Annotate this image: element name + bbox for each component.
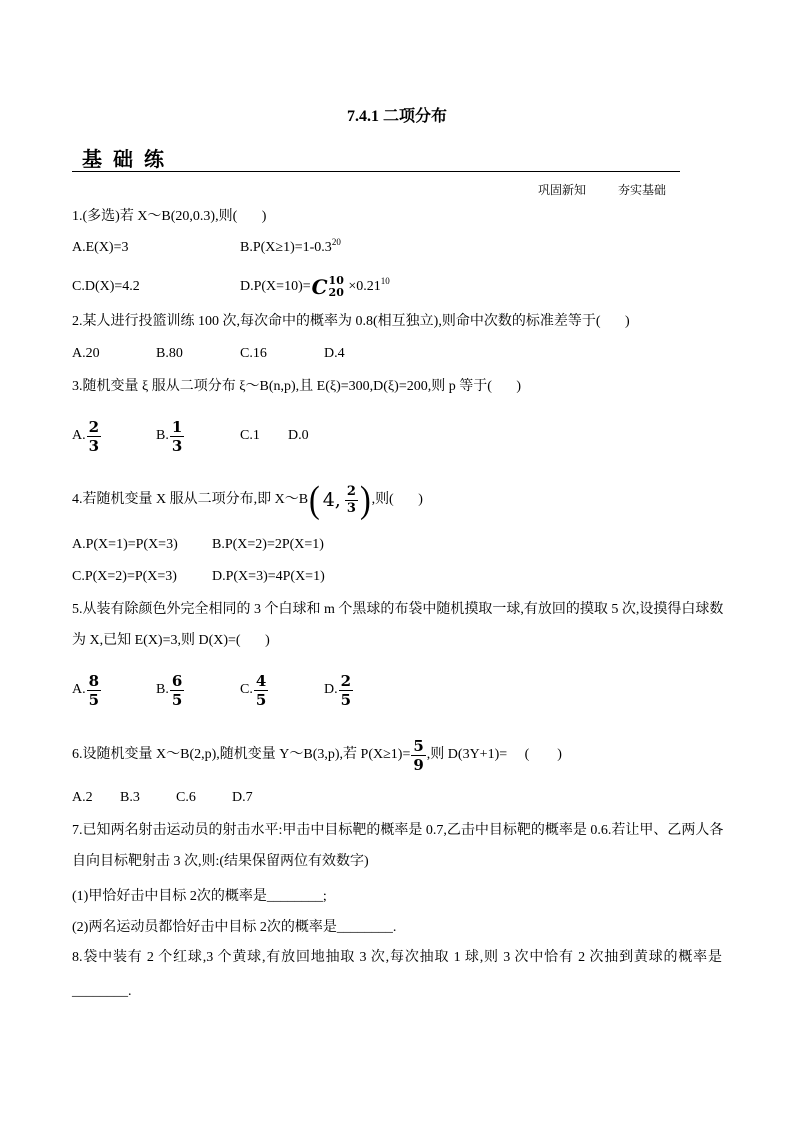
question-text: ________. xyxy=(72,984,132,999)
question-text: (1)甲恰好击中目标 2次的概率是________; xyxy=(72,889,327,904)
question-text: 4.若随机变量 X 服从二项分布,即 X～B xyxy=(72,492,309,507)
q7-stem-line-1: 7.已知两名射击运动员的射击水平:甲击中目标靶的概率是 0.7,乙击中目标靶的概率是 0.6.若让甲、乙两人各 xyxy=(72,823,724,838)
option-text: B.80 xyxy=(156,346,183,361)
section-tag-2: 夯实基础 xyxy=(618,183,667,197)
option-text: D.4 xyxy=(324,346,345,361)
fraction-denominator: 3 xyxy=(171,436,183,455)
fraction-denominator: 5 xyxy=(88,690,100,709)
q1-option-a xyxy=(72,239,129,257)
q7-subquestion-2 xyxy=(72,919,396,937)
fraction-numerator: 6 xyxy=(171,671,183,690)
q5-stem-line-2 xyxy=(72,632,270,650)
q4-option-b xyxy=(212,536,324,554)
question-text: 1.(多选)若 X～B(20,0.3),则( ) xyxy=(72,209,267,224)
combination-sup: 10 xyxy=(328,274,344,287)
option-text: D.P(X=10)= xyxy=(240,279,311,294)
option-text xyxy=(240,239,341,257)
fraction-denominator: 3 xyxy=(88,436,100,455)
binomial-n: 4, xyxy=(322,489,341,511)
q5-option-a xyxy=(72,671,102,709)
option-label: A. xyxy=(72,428,86,443)
q8-stem-line-1: 8.袋中装有 2 个红球,3 个黄球,有放回地抽取 3 次,每次抽取 1 球,则 3 次中恰有 2 次抽到黄球的概率是 xyxy=(72,950,722,965)
q2-option-b xyxy=(156,345,183,363)
option-label: B. xyxy=(156,682,169,697)
q1-option-c xyxy=(72,278,140,296)
fraction-numerator: 2 xyxy=(88,417,100,436)
option-text: A.E(X)=3 xyxy=(72,240,129,255)
q4-option-a xyxy=(72,536,178,554)
fraction-numerator: 2 xyxy=(346,483,356,499)
q6-option-c xyxy=(176,789,196,807)
question-text: 2.某人进行投篮训练 100 次,每次命中的概率为 0.8(相互独立),则命中次数的标准差等于( ) xyxy=(72,314,630,329)
q5-stem-line-1: 5.从装有除颜色外完全相同的 3 个白球和 m 个黑球的布袋中随机摸取一球,有放回的摸取 5 次,设摸得白球数 xyxy=(72,602,724,617)
fraction xyxy=(411,738,425,773)
fraction-denominator: 5 xyxy=(171,690,183,709)
q5-option-b xyxy=(156,671,185,709)
question-text: 为 X,已知 E(X)=3,则 D(X)=( ) xyxy=(72,633,270,648)
q1-stem xyxy=(72,208,266,226)
left-parenthesis: ( xyxy=(309,479,320,521)
q4-stem xyxy=(72,479,423,521)
question-text: 自向目标靶射击 3 次,则:(结果保留两位有效数字) xyxy=(72,854,369,869)
combination-symbol xyxy=(312,275,344,299)
fraction xyxy=(87,419,101,454)
option-text: D.0 xyxy=(288,428,309,443)
option-main-text: B.P(X≥1)=1-0.3 xyxy=(240,240,332,255)
question-text: 6.设随机变量 X～B(2,p),随机变量 Y～B(3,p),若 P(X≥1)= xyxy=(72,747,411,762)
fraction-denominator: 9 xyxy=(413,755,424,774)
option-text: C.16 xyxy=(240,346,267,361)
option-label: B. xyxy=(156,428,169,443)
q2-option-d xyxy=(324,345,345,363)
q1-option-b xyxy=(240,239,341,257)
exponent: 20 xyxy=(331,237,341,247)
fraction-numerator: 5 xyxy=(413,736,424,755)
combination-letter: C xyxy=(311,275,328,299)
option-text: D.7 xyxy=(232,790,253,805)
q7-stem-line-2 xyxy=(72,853,369,871)
q4-option-d xyxy=(212,568,325,586)
fraction-numerator: 8 xyxy=(88,671,100,690)
section-tag-1: 巩固新知 xyxy=(538,183,587,197)
fraction-numerator: 4 xyxy=(255,671,267,690)
option-text: C.6 xyxy=(176,790,196,805)
option-text: C.P(X=2)=P(X=3) xyxy=(72,569,177,584)
option-text: A.2 xyxy=(72,790,93,805)
section-heading: 基 础 练 xyxy=(82,149,167,171)
q7-subquestion-1 xyxy=(72,888,327,906)
question-text-end: ,则 D(3Y+1)= ( ) xyxy=(426,747,562,762)
exponent: 10 xyxy=(380,276,390,286)
q3-option-b xyxy=(156,417,185,455)
q1-option-d xyxy=(240,274,390,299)
fraction-denominator: 5 xyxy=(340,690,352,709)
q5-option-d xyxy=(324,671,354,709)
section-divider xyxy=(72,171,680,172)
option-text: B.P(X=2)=2P(X=1) xyxy=(212,537,324,552)
fraction xyxy=(170,673,184,708)
option-text-rest xyxy=(345,278,390,296)
option-text: D.P(X=3)=4P(X=1) xyxy=(212,569,325,584)
page-title: 7.4.1 二项分布 xyxy=(346,108,447,125)
question-text: 3.随机变量 ξ 服从二项分布 ξ～B(n,p),且 E(ξ)=300,D(ξ)=200,则 p 等于( ) xyxy=(72,379,522,394)
question-text-end: ,则( ) xyxy=(371,492,423,507)
q5-option-c xyxy=(240,671,269,709)
combination-sub: 20 xyxy=(328,286,344,299)
q3-option-a xyxy=(72,417,102,455)
fraction-denominator: 5 xyxy=(255,690,267,709)
option-label: A. xyxy=(72,682,86,697)
q2-stem xyxy=(72,313,630,331)
option-text: A.P(X=1)=P(X=3) xyxy=(72,537,178,552)
fraction-numerator: 2 xyxy=(340,671,352,690)
option-text: A.20 xyxy=(72,346,100,361)
option-text: C.1 xyxy=(240,428,260,443)
combination-indices xyxy=(329,275,344,299)
option-text: B.3 xyxy=(120,790,140,805)
q6-stem xyxy=(72,736,562,774)
q3-option-d xyxy=(288,427,309,445)
question-text: (2)两名运动员都恰好击中目标 2次的概率是________. xyxy=(72,920,397,935)
q6-option-a xyxy=(72,789,93,807)
q8-answer-blank xyxy=(72,983,132,1001)
fraction xyxy=(254,673,268,708)
fraction-denominator: 3 xyxy=(346,500,356,516)
option-label: D. xyxy=(324,682,338,697)
option-rest-text: ×0.21 xyxy=(344,279,381,294)
option-label: C. xyxy=(240,682,253,697)
q2-option-c xyxy=(240,345,267,363)
q4-option-c xyxy=(72,568,177,586)
q3-stem xyxy=(72,378,521,396)
fraction xyxy=(170,419,184,454)
fraction xyxy=(87,673,101,708)
q3-option-c xyxy=(240,427,260,445)
fraction xyxy=(339,673,353,708)
right-parenthesis: ) xyxy=(359,479,371,521)
fraction xyxy=(345,485,358,516)
fraction-numerator: 1 xyxy=(171,417,183,436)
q6-option-d xyxy=(232,789,253,807)
option-text: C.D(X)=4.2 xyxy=(72,279,140,294)
q2-option-a xyxy=(72,345,100,363)
q6-option-b xyxy=(120,789,140,807)
